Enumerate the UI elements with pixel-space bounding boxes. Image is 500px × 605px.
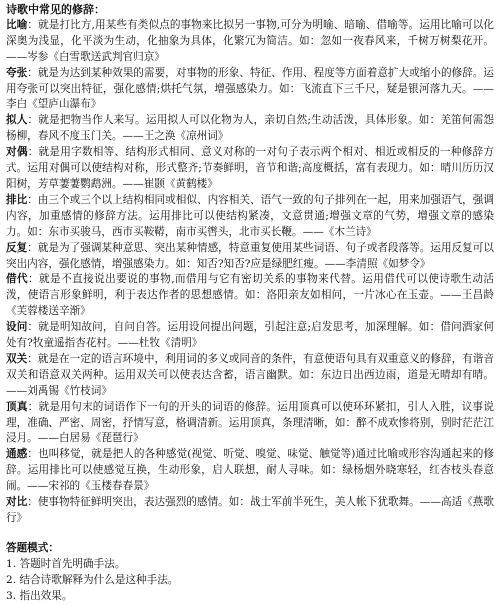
rhetoric-description: ：也叫移觉，就是把人的各种感觉(视觉、听觉、嗅觉、味觉、触觉等)通过比喻或形容沟通起来的修辞。运用排比可以使感觉互换，生动形象，启人联想，耐人寻味。如：绿杨烟外晓寒轻，红杏枝头春意闹。——宋祁的《玉楼春春景》 <box>6 448 495 493</box>
answer-step: 3. 指出效果。 <box>6 589 73 602</box>
rhetoric-entry <box>6 272 494 320</box>
rhetoric-description: ：就是不直接说出要说的事物,而借用与它有密切关系的事物来代替。运用借代可以使诗歌生动活泼，使语言形象鲜明，利于表达作者的思想感情。如：洛阳亲友如相问，一片冰心在玉壶。——王昌龄《芙蓉楼送辛渐》 <box>6 273 494 318</box>
rhetoric-term: 双关 <box>6 352 28 365</box>
rhetoric-term: 拟人 <box>6 114 28 127</box>
rhetoric-term: 排比 <box>6 193 28 206</box>
rhetoric-entry <box>6 145 494 193</box>
document-title: 诗歌中常见的修辞： <box>6 3 105 16</box>
rhetoric-entry <box>6 352 494 400</box>
rhetoric-description: ：就是用字数相等、结构形式相同、意义对称的一对句子表示两个相对、相近或相反的一种修辞方式。运用对偶可以使结构对称，形式整齐;节奏鲜明，音节和谐;高度概括，富有表现力。如：晴川历历汉阳树，芳草萋萋鹦鹉洲。——崔颢《黄鹤楼》 <box>6 146 494 190</box>
rhetoric-term: 比喻 <box>6 18 28 31</box>
rhetoric-entry <box>6 320 494 352</box>
rhetoric-entry <box>6 447 494 495</box>
rhetoric-term: 对偶 <box>6 146 28 159</box>
rhetoric-term: 夸张 <box>6 66 28 79</box>
rhetoric-entry <box>6 66 494 114</box>
rhetoric-description: ：由三个或三个以上结构相同或相似、内容相关、语气一致的句子排列在一起，用来加强语气，强调内容，加重感情的修辞方法。运用排比可以使结构紧凑，文意贯通;增强文章的气势，增强文章的感染力。如：东市买骏马，西市买鞍鞯，南市买辔头，北市买长鞭。——《木兰诗》 <box>6 193 494 238</box>
rhetoric-description: ：就是用句末的词语作下一句的开头的词语的修辞。运用顶真可以使环环紧扣，引人入胜，议事说理，准确、严密、周密，抒情写意，格调清新。运用顶真，条理清晰，如：醉不成欢惨将别，别时茫茫江浸月。——白居易《琵琶行》 <box>6 400 494 445</box>
rhetoric-term: 设问 <box>6 321 28 334</box>
rhetoric-entry <box>6 113 494 145</box>
answer-step: 1. 答题时首先明确手法。 <box>6 557 126 570</box>
rhetoric-description: ：就是为达到某种效果的需要，对事物的形象、特征、作用、程度等方面着意扩大或缩小的修辞。运用夸张可以突出特征，强化感情;烘托气氛，增强感染力。如：飞流直下三千尺，疑是银河落九天。——李白《望庐山瀑布》 <box>6 66 494 111</box>
rhetoric-term: 通感 <box>6 448 28 461</box>
rhetoric-description: ：就是把物当作人来写。运用拟人可以化物为人，亲切自然;生动活泼，具体形象。如：羌笛何需怨杨柳，春风不度玉门关。——王之涣《凉州词》 <box>6 114 494 143</box>
rhetoric-list <box>6 18 494 527</box>
rhetoric-entry <box>6 400 494 448</box>
answer-mode-title: 答题模式： <box>6 541 59 554</box>
rhetoric-description: ：就是在一定的语言环境中，利用词的多义或同音的条件，有意使语句具有双重意义的修辞，有谐音双关和语意双关两种。运用双关可以使表达含蓄，语言幽默。如：东边日出西边雨，道是无晴却有晴。——刘禹锡《竹枝词》 <box>6 352 494 397</box>
rhetoric-entry <box>6 193 494 241</box>
answer-step: 2. 结合诗歌解释为什么是这种手法。 <box>6 573 179 586</box>
rhetoric-term: 借代 <box>6 273 29 286</box>
rhetoric-term: 反复 <box>6 241 28 254</box>
rhetoric-entry <box>6 18 494 66</box>
rhetoric-term: 顶真 <box>6 400 28 413</box>
rhetoric-description: ：就是打比方,用某些有类似点的事物来比拟另一事物,可分为明喻、暗喻、借喻等。运用比喻可以化深奥为浅显，化平淡为生动，化抽象为具体，化繁冗为简洁。如：忽如一夜春风来，千树万树梨花开。——岑参《白雪歌送武判官归京》 <box>6 18 495 63</box>
answer-mode-steps <box>6 557 494 605</box>
rhetoric-description: ：就是明知故问，自问自答。运用设问提出问题，引起注意;启发思考，加深理解。如：借问酒家何处有?牧童遥指杏花村。——杜牧《清明》 <box>6 321 494 350</box>
section-spacer <box>6 527 494 541</box>
rhetoric-term: 对比 <box>6 496 28 509</box>
rhetoric-description: ：就是为了强调某种意思、突出某种情感，特意重复使用某些词语、句子或者段落等。运用反复可以突出内容，强化感情，增强感染力。如：知否?知否?应是绿肥红瘦。——李清照《如梦令》 <box>6 241 494 270</box>
rhetoric-entry <box>6 241 494 273</box>
rhetoric-entry <box>6 495 494 527</box>
rhetoric-description: ：使事物特征鲜明突出，表达强烈的感情。如：战士军前半死生，美人帐下犹歌舞。——高适《燕歌行》 <box>6 496 494 524</box>
